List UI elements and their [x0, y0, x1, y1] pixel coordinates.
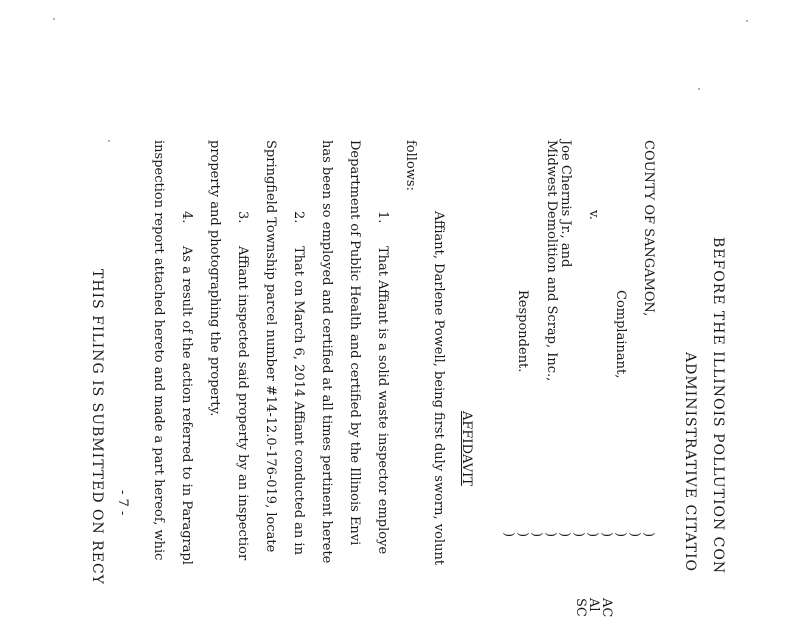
paragraph-number: 3. — [235, 211, 250, 224]
footer-notice: THIS FILING IS SUBMITTED ON RECY — [89, 269, 105, 585]
paragraph-number: 4. — [179, 211, 194, 224]
paragraph-line: Springfield Township parcel number #14-12.0-176-019, locate — [263, 140, 278, 553]
caption-bracket: ) — [641, 532, 656, 538]
case-caption-right: SC — [573, 598, 588, 617]
respondent-label: Respondent. — [515, 290, 530, 373]
respondent-name-1: Joe Chernis Jr., and — [558, 140, 573, 268]
paragraph-line: Affiant inspected said property by an inspectior — [235, 246, 250, 561]
caption-bracket: ) — [585, 532, 600, 538]
paragraph-line: As a result of the action referred to in Paragrapl — [179, 246, 194, 565]
respondent-name-2: Midwest Demolition and Scrap, Inc., — [544, 140, 559, 382]
paragraph-number: 2. — [291, 211, 306, 224]
header-line-2: ADMINISTRATIVE CITATIO — [682, 352, 698, 572]
follows-text: follows: — [403, 140, 418, 191]
complainant-label: Complainant, — [613, 290, 628, 379]
case-caption-right: AC — [599, 598, 614, 618]
scan-speck — [698, 88, 700, 90]
caption-bracket: ) — [515, 532, 530, 538]
caption-bracket: ) — [543, 532, 558, 538]
page-number: - 7 - — [115, 490, 130, 516]
scan-speck — [746, 20, 748, 22]
county-label: COUNTY OF SANGAMON, — [641, 140, 656, 317]
versus-label: v. — [586, 210, 601, 220]
caption-bracket: ) — [627, 532, 642, 538]
document-title: AFFIDAVIT — [459, 411, 474, 486]
paragraph-line: has been so employed and certified at all times pertinent herete — [319, 140, 334, 564]
paragraph-line: inspection report attached hereto and made a part hereof, whic — [151, 140, 166, 561]
caption-bracket: ) — [557, 532, 572, 538]
paragraph-line: That Affiant is a solid waste inspector employe — [375, 246, 390, 555]
intro-text: Affiant, Darlene Powell, being first duly sworn, volunt — [431, 211, 446, 566]
caption-bracket: ) — [571, 532, 586, 538]
paragraph-line: That on March 6, 2014 Affiant conducted an in — [291, 246, 306, 555]
scan-speck — [108, 140, 110, 142]
caption-bracket: ) — [599, 532, 614, 538]
caption-bracket: ) — [529, 532, 544, 538]
paragraph-line: property and photographing the property. — [207, 140, 222, 417]
caption-bracket: ) — [613, 532, 628, 538]
paragraph-number: 1. — [375, 211, 390, 224]
paragraph-line: Department of Public Health and certified by the Illinois Envi — [347, 140, 362, 546]
case-caption-right: Al — [586, 598, 601, 612]
header-line-1: BEFORE THE ILLINOIS POLLUTION CON — [710, 237, 726, 575]
caption-bracket: ) — [501, 532, 516, 538]
scan-speck — [53, 18, 55, 20]
